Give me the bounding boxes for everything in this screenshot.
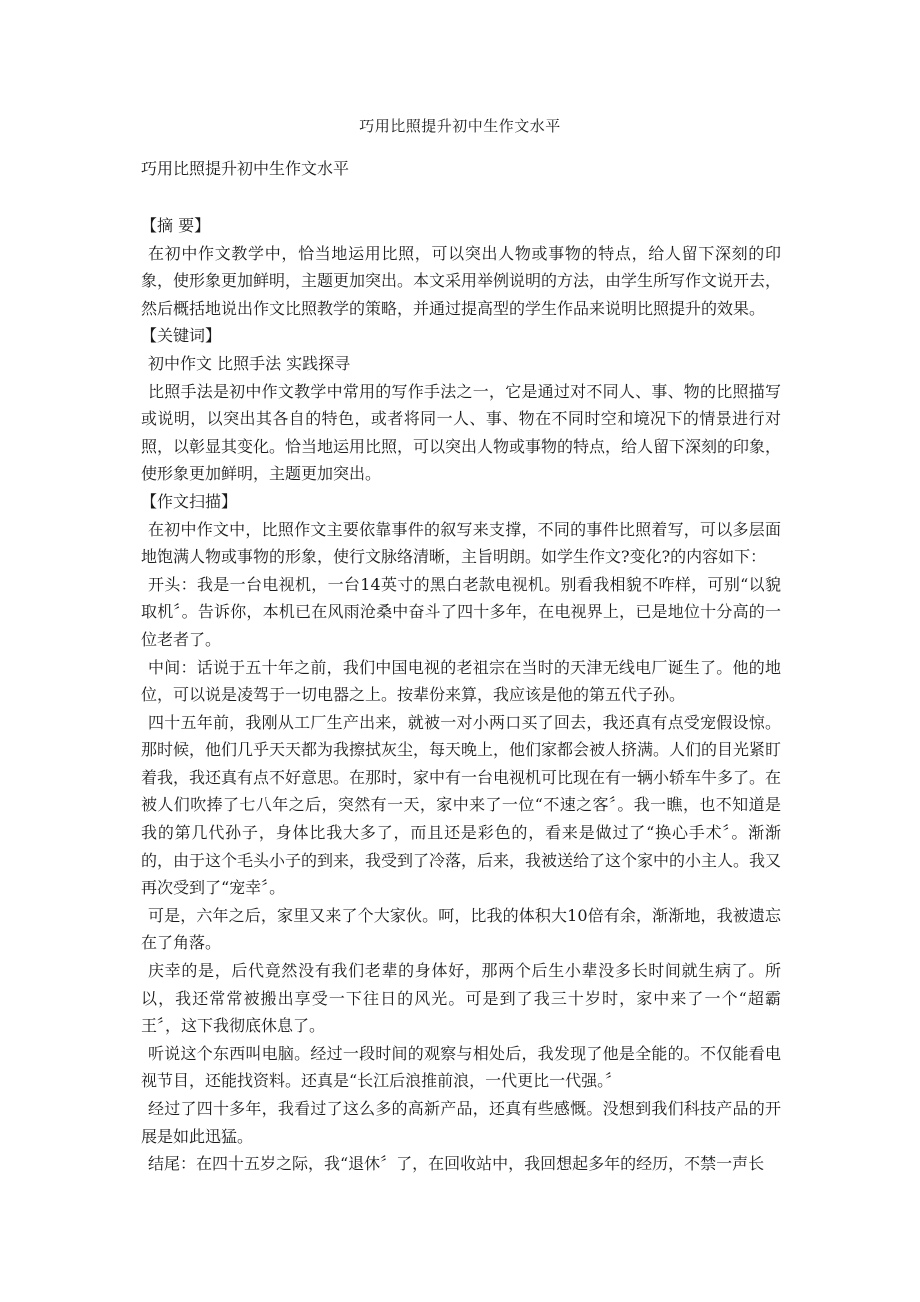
document-title: 巧用比照提升初中生作文水平 [359,117,561,135]
paragraph: 庆幸的是，后代竟然没有我们老辈的身体好，那两个后生小辈没多长时间就生病了。所以，我还常常被搬出享受一下往日的风光。可是到了我三十岁时，家中来了一个“超霸王〞，这下我彻底休息了。 [141,961,781,1036]
intro-paragraph: 比照手法是初中作文教学中常用的写作手法之一，它是通过对不同人、事、物的比照描写或说明，以突出其各自的特色，或者将同一人、事、物在不同时空和境况下的情景进行对照，以彰显其变化。恰当地运用比照，可以突出人物或事物的特点，给人留下深刻的印象，使形象更加鲜明，主题更加突出。 [141,381,782,484]
abstract-heading: 【摘 要】 [141,216,211,235]
paragraph: 开头：我是一台电视机，一台14英寸的黑白老款电视机。别看我相貌不咋样，可别“以貌取机〞。告诉你，本机已在风雨沧桑中奋斗了四十多年，在电视界上，已是地位十分高的一位老者了。 [141,574,781,649]
scan-heading: 【作文扫描】 [141,491,238,511]
keywords-text: 初中作文 比照手法 实践探寻 [148,353,351,373]
paragraph: 听说这个东西叫电脑。经过一段时间的观察与相处后，我发现了他是全能的。不仅能看电视节目，还能找资料。还真是“长江后浪推前浪，一代更比一代强。〞 [141,1043,781,1091]
paragraph: 结尾：在四十五岁之际，我“退休〞了，在回收站中，我回想起多年的经历，不禁一声长 [148,1154,765,1174]
paragraph: 可是，六年之后，家里又来了个大家伙。呵，比我的体积大10倍有余，渐渐地，我被遗忘在了角落。 [141,905,781,953]
keywords-heading: 【关键词】 [141,326,222,346]
paragraph: 四十五年前，我刚从工厂生产出来，就被一对小两口买了回去，我还真有点受宠假设惊。那时候，他们几乎天天都为我擦拭灰尘，每天晚上，他们家都会被人挤满。人们的目光紧盯着我，我还真有点不好意思。在那时，家中有一台电视机可比现在有一辆小轿车牛多了。在被人们吹捧了七八年之后，突然有一天，家中来了一位“不速之客〞。我一瞧，也不知道是我的第几代孙子，身体比我大多了，而且还是彩色的，看来是做过了“换心手术〞。渐渐的，由于这个毛头小子的到来，我受到了冷落，后来，我被送给了这个家中的小主人。我又再次受到了“宠幸〞。 [141,712,782,898]
document-body [141,212,781,1178]
paragraph: 中间：话说于五十年之前，我们中国电视的老祖宗在当时的天津无线电厂诞生了。他的地位，可以说是凌驾于一切电器之上。按辈份来算，我应该是他的第五代子孙。 [141,657,781,705]
abstract-text: 在初中作文教学中，恰当地运用比照，可以突出人物或事物的特点，给人留下深刻的印象，使形象更加鲜明，主题更加突出。本文采用举例说明的方法，由学生所写作文说开去，然后概括地说出作文比照教学的策略，并通过提高型的学生作品来说明比照提升的效果。 [141,243,782,318]
paragraph: 在初中作文中，比照作文主要依靠事件的叙写来支撑，不同的事件比照着写，可以多层面地饱满人物或事物的形象，使行文脉络清晰，主旨明朗。如学生作文?变化?的内容如下： [141,519,781,567]
document-subtitle: 巧用比照提升初中生作文水平 [141,159,350,178]
paragraph: 经过了四十多年，我看过了这么多的高新产品，还真有些感慨。没想到我们科技产品的开展是如此迅猛。 [141,1099,781,1146]
